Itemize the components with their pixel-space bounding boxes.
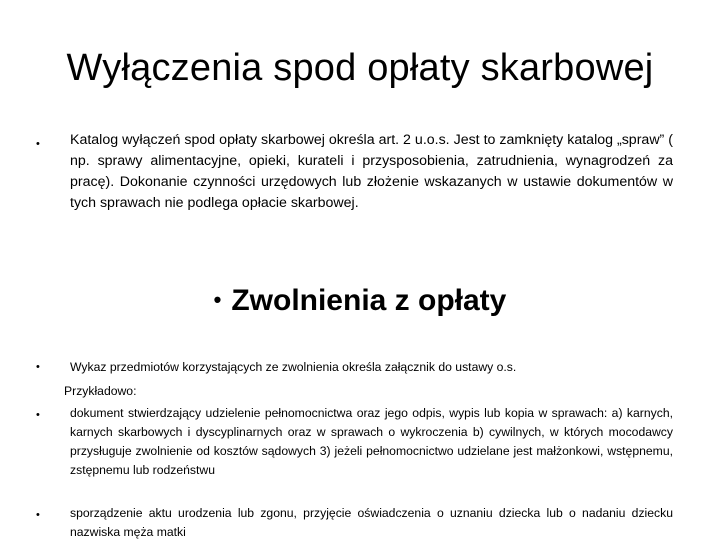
- bullet-icon: •: [36, 409, 40, 421]
- paragraph-exclusions: Katalog wyłączeń spod opłaty skarbowej określa art. 2 u.o.s. Jest to zamknięty katalog „spraw” ( np. sprawy alimentacyjne, opieki, kurateli i przysposobienia, zatrudnienia, wynagrodzeń za pracę). Dokonanie czynności urzędowych lub złożenie wskazanych w ustawie dokumentów w tych sprawach nie podlega opłacie skarbowej.: [70, 132, 673, 211]
- bullet-icon: •: [36, 361, 40, 373]
- slide-title: Wyłączenia spod opłaty skarbowej: [66, 47, 654, 89]
- list-item-pelnomocnictwo: dokument stwierdzający udzielenie pełnomocnictwa oraz jego odpis, wypis lub kopia w sprawach: a) karnych, karnych skarbowych i dyscyplinarnych oraz w sprawach o wykroczenia b) cywilnych, w których mocodawcy przysługuje zwolnienie od kosztów sądowych 3) jeżeli pełnomocnictwo udzielane jest małżonkowi, wstępnemu, zstępnemu lub rodzeństwu: [70, 406, 673, 477]
- section-heading-text: Zwolnienia z opłaty: [231, 284, 507, 317]
- bullet-icon: •: [36, 509, 40, 521]
- bullet-icon: •: [36, 138, 40, 150]
- list-item-example-label: Przykładowo:: [64, 384, 137, 398]
- section-heading: [0, 280, 720, 321]
- bullet-icon: •: [213, 287, 222, 312]
- list-item-wykaz: [70, 358, 673, 377]
- list-item-akt-urodzenia: sporządzenie aktu urodzenia lub zgonu, przyjęcie oświadczenia o uznaniu dziecka lub o nadaniu dziecku nazwiska męża matki: [70, 506, 673, 539]
- list-item-text: Wykaz przedmiotów korzystających ze zwolnienia określa załącznik do ustawy o.s.: [70, 360, 517, 374]
